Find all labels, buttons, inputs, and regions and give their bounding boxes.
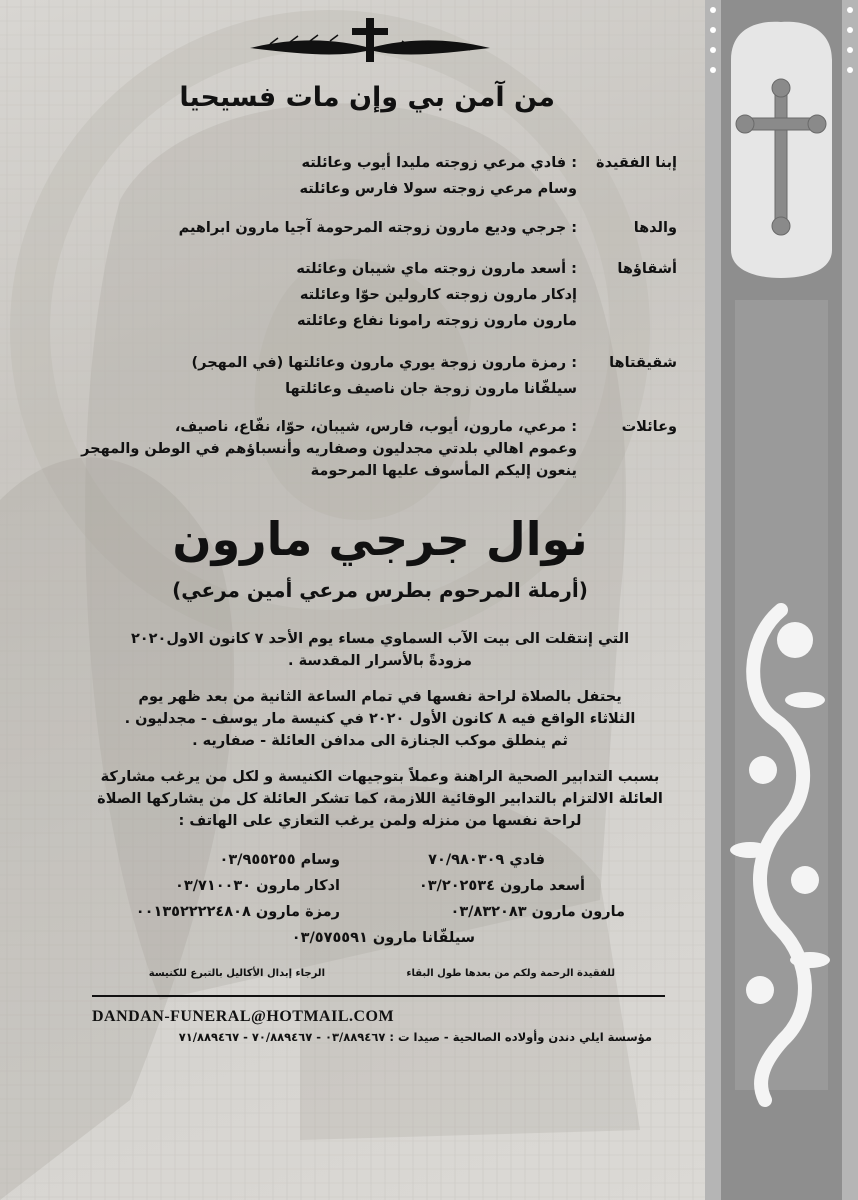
widow-line: (أرملة المرحوم بطرس مرعي أمين مرعي) [172, 578, 588, 602]
family-line: : جرجي وديع مارون زوجته المرحومة آجيا مارون ابراهيم [178, 220, 577, 236]
family-line: : مرعي، مارون، أيوب، فارس، شيبان، حوّا، نفّاع، ناصيف، [174, 419, 577, 435]
paragraph-line: الثلاثاء الواقع فيه ٨ كانون الأول ٢٠٢٠ في كنيسة مار يوسف - مجدليون . [124, 711, 636, 727]
donation-note: الرجاء إبدال الأكاليل بالتبرع للكنيسة [148, 968, 325, 979]
condolence-note: للفقيدة الرحمة ولكم من بعدها طول البقاء [406, 968, 615, 979]
paragraph-line: التي إنتقلت الى بيت الآب السماوي مساء يوم الأحد ٧ كانون الاول٢٠٢٠ [130, 631, 630, 647]
paragraph-line: لراحة نفسها من منزله ولمن يرغب التعازي على الهاتف : [178, 813, 582, 829]
family-row-father [0, 215, 677, 241]
paragraph-line: يحتفل بالصلاة لراحة نفسها في تمام الساعة الثانية من بعد ظهر يوم [138, 689, 622, 705]
family-line: مارون مارون زوجته رامونا نفاع وعائلته [296, 313, 577, 329]
family-line: وسام مرعي زوجته سولا فارس وعائلته [299, 181, 577, 197]
phone-silvana: سيلفّانا مارون ٠٣/٥٧٥٥٩١ [291, 930, 475, 946]
phone-wissam: وسام ٠٣/٩٥٥٢٥٥ [219, 852, 340, 868]
family-label: وعائلات [621, 419, 677, 435]
family-label: شقيقتاها [609, 355, 677, 371]
family-line: إدكار مارون زوجته كارولين حوّا وعائلته [299, 287, 577, 303]
phone-fadi: فادي ٧٠/٩٨٠٣٠٩ [428, 852, 545, 868]
family-line: : فادي مرعي زوجته مليدا أيوب وعائلته [301, 155, 577, 171]
death-announcement [70, 628, 690, 672]
paragraph-line: ثم ينطلق موكب الجنازة الى مدافن العائلة - صفاريه . [192, 733, 568, 749]
scripture-verse: من آمن بي وإن مات فسيحيا [179, 82, 555, 113]
family-row-brothers [0, 256, 677, 334]
paragraph-line: العائلة الالتزام بالتدابير الوقائية اللازمة، كما تشكر العائلة كل من يشاركها الصلاة [97, 791, 663, 807]
paragraph-line: بسبب التدابير الصحية الراهنة وعملاً بتوجيهات الكنيسة و لكل من يرغب مشاركة [100, 769, 660, 785]
family-row-sons [0, 150, 677, 200]
family-label: والدها [633, 220, 677, 236]
family-line: وعموم اهالي بلدتي مجدليون وصفاريه وأنسباؤهم في الوطن والمهجر [81, 441, 577, 457]
family-line: : أسعد مارون زوجته ماي شيبان وعائلته [296, 261, 577, 277]
family-row-sisters [0, 350, 677, 402]
family-line: سيلفّانا مارون زوجة جان ناصيف وعائلتها [285, 381, 577, 397]
paragraph-line: مزودةً بالأسرار المقدسة . [288, 653, 472, 669]
phone-ramza: رمزة مارون ٠٠١٣٥٢٢٢٢٤٨٠٨ [135, 904, 340, 920]
phone-asaad: أسعد مارون ٠٣/٢٠٢٥٣٤ [418, 878, 585, 894]
phone-edgar: ادكار مارون ٠٣/٧١٠٠٣٠ [175, 878, 340, 894]
family-label: أشقاؤها [617, 261, 677, 277]
funeral-details [70, 686, 690, 752]
phone-maroun: مارون مارون ٠٣/٨٣٢٠٨٣ [450, 904, 625, 920]
health-measures-note [70, 766, 690, 832]
funeral-home-footer: مؤسسة ايلي دندن وأولاده الصالحية - صيدا ت : ٠٣/٨٨٩٤٦٧ - ٧٠/٨٨٩٤٦٧ - ٧١/٨٨٩٤٦٧ [178, 1030, 652, 1044]
decorative-side-border [705, 0, 858, 1200]
divider [92, 995, 665, 997]
top-cross-ornament-icon [240, 14, 500, 70]
family-line: ينعون إليكم المأسوف عليها المرحومة [310, 463, 577, 479]
contact-email: DANDAN-FUNERAL@HOTMAIL.COM [92, 1008, 395, 1025]
family-label: إبنا الفقيدة [596, 155, 677, 171]
deceased-name: نوال جرجي مارون [172, 512, 588, 566]
family-line: : رمزة مارون زوجة يوري مارون وعائلتها (في المهجر) [191, 355, 577, 371]
family-row-families [0, 416, 677, 488]
